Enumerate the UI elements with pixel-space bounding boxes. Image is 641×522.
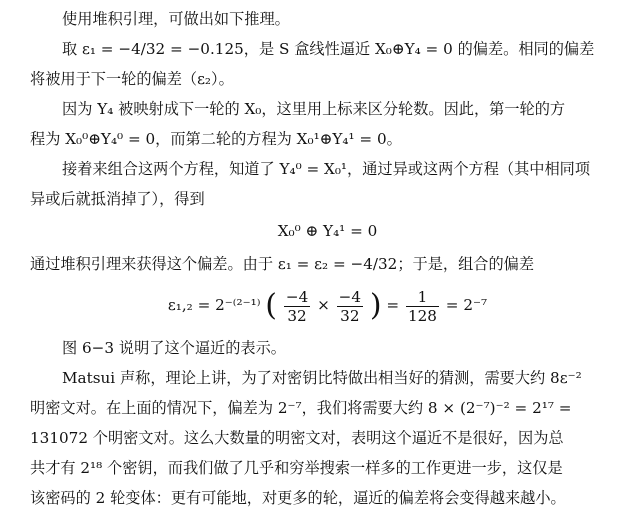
text-line: 明密文对。在上面的情况下，偏差为 2⁻⁷，我们将需要大约 8 × (2⁻⁷)⁻² = 2¹⁷ = [30, 399, 572, 417]
equation-rhs: = 2⁻⁷ [445, 296, 488, 314]
text-line: 131072 个明密文对。这么大数量的明密文对，表明这个逼近不是很好，因为总 [30, 429, 564, 447]
text-line: 将被用于下一轮的偏差（ε₂）。 [30, 70, 234, 88]
fraction [406, 288, 439, 325]
text-line: 该密码的 2 轮变体：更有可能地，对更多的轮，逼近的偏差将会变得越来越小。 [30, 489, 566, 507]
text-line: 异或后就抵消掉了），得到 [30, 190, 205, 208]
fraction [337, 288, 363, 325]
fraction-numerator: −4 [338, 287, 362, 306]
text-line: 取 ε₁ = −4/32 = −0.125，是 S 盒线性逼近 X₀⊕Y₄ = 0 的偏差。相同的偏差 [62, 40, 595, 58]
text-line: 通过堆积引理来获得这个偏差。由于 ε₁ = ε₂ = −4/32；于是，组合的偏差 [30, 255, 535, 273]
equals-sign: = [386, 296, 400, 314]
fraction-denominator: 32 [287, 306, 307, 325]
right-paren: ) [369, 288, 382, 323]
fraction-denominator: 32 [340, 306, 360, 325]
text-line: 共才有 2¹⁸ 个密钥，而我们做了几乎和穷举搜索一样多的工作更进一步，这仅是 [30, 459, 563, 477]
text-line: 图 6−3 说明了这个逼近的表示。 [62, 339, 286, 357]
left-paren: ( [265, 288, 278, 323]
equation-bias [30, 285, 625, 325]
fraction-numerator: 1 [406, 288, 439, 307]
fraction-denominator: 128 [407, 306, 437, 325]
fraction-numerator: −4 [285, 287, 309, 306]
times-sign: × [317, 296, 330, 314]
equation-combined: X₀⁰ ⊕ Y₄¹ = 0 [277, 222, 378, 240]
equation-lhs: ε₁,₂ = 2⁻⁽²⁻¹⁾ [167, 296, 261, 314]
text-line: 因为 Y₄ 被映射成下一轮的 X₀，这里用上标来区分轮数。因此，第一轮的方 [62, 100, 566, 118]
text-line: Matsui 声称，理论上讲，为了对密钥比特做出相当好的猜测，需要大约 8ε⁻² [62, 369, 582, 387]
fraction [284, 288, 310, 325]
text-line: 程为 X₀⁰⊕Y₄⁰ = 0，而第二轮的方程为 X₀¹⊕Y₄¹ = 0。 [30, 130, 402, 148]
text-line: 接着来组合这两个方程，知道了 Y₄⁰ = X₀¹，通过异或这两个方程（其中相同项 [62, 160, 591, 178]
text-line: 使用堆积引理，可做出如下推理。 [62, 10, 290, 28]
